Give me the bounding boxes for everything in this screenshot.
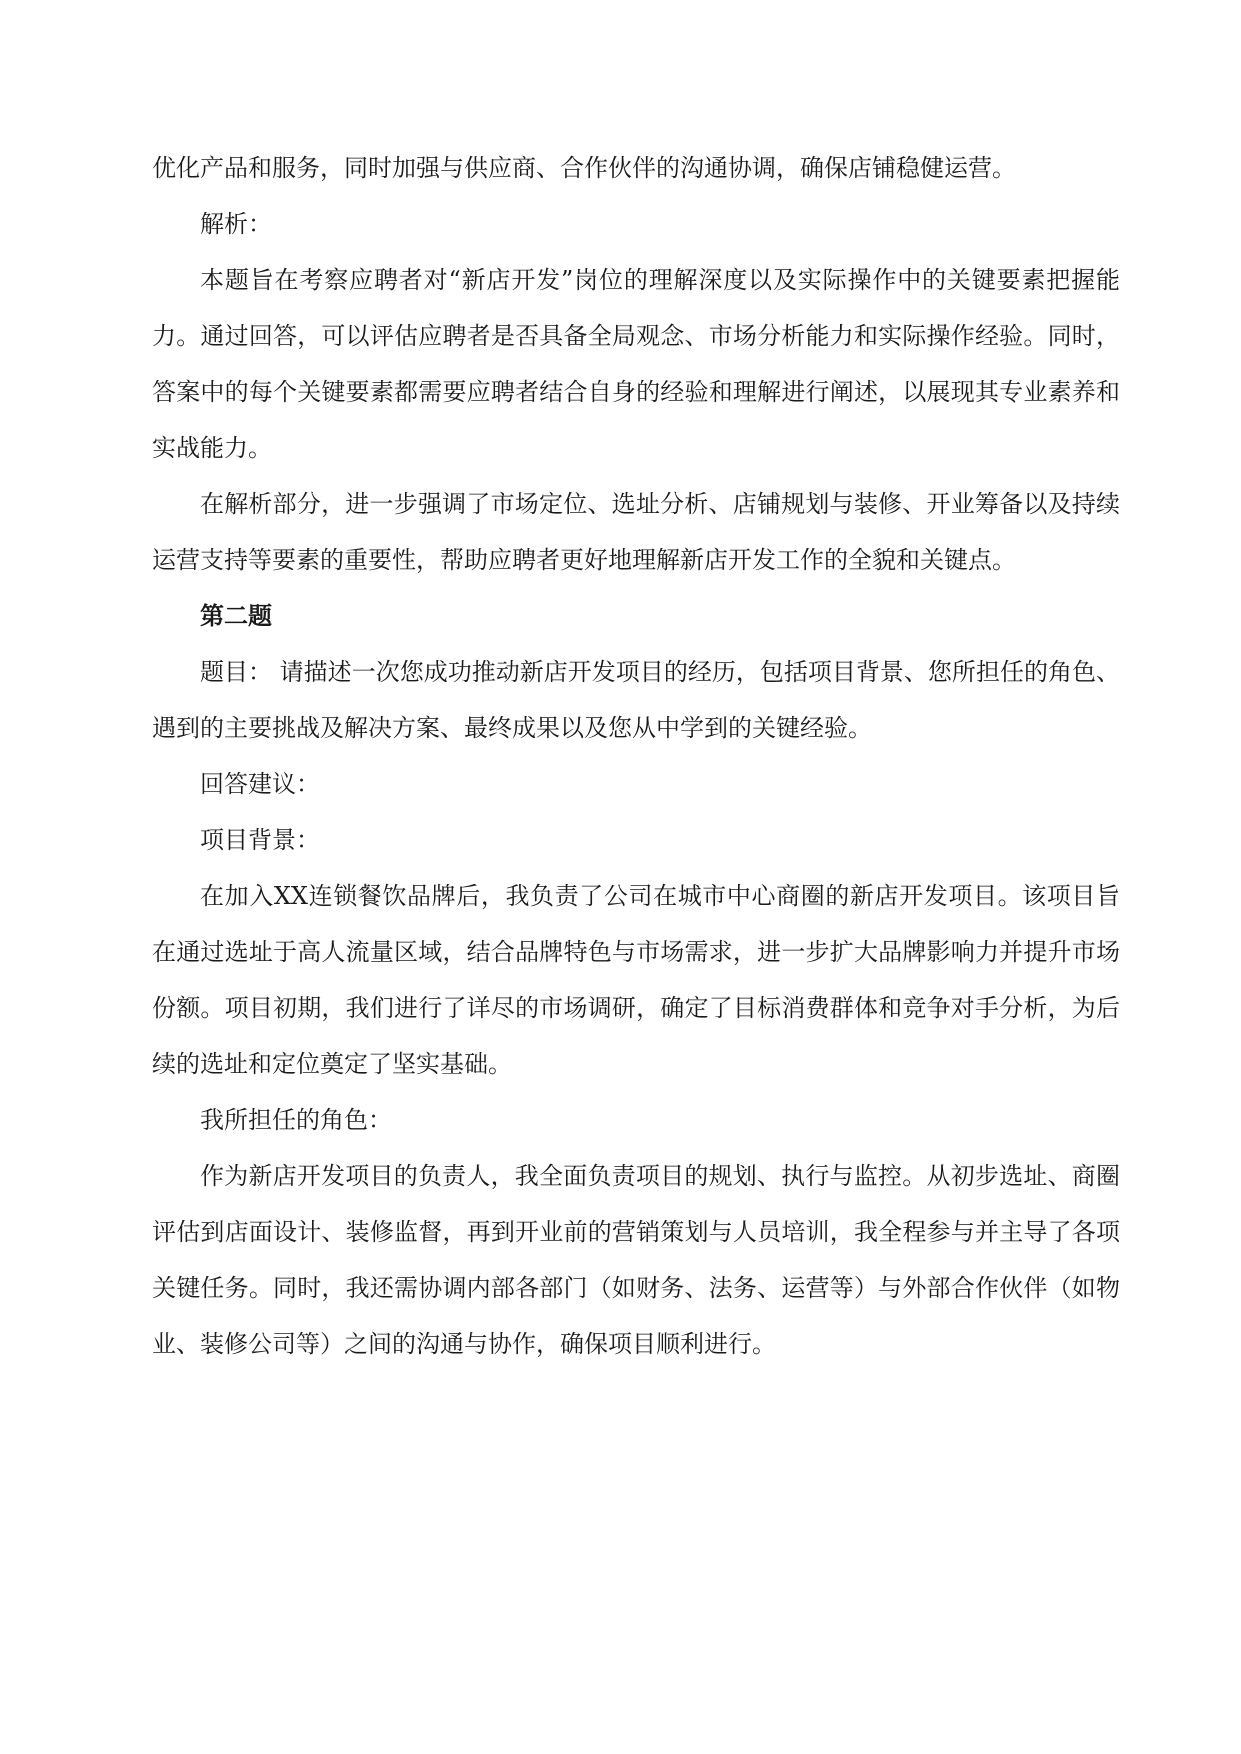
question-heading: 第二题 [200, 602, 272, 630]
analysis-label: 解析： [200, 210, 272, 238]
document-body [152, 140, 1120, 1372]
paragraph-continuation: 优化产品和服务，同时加强与供应商、合作伙伴的沟通协调，确保店铺稳健运营。 [152, 154, 1016, 182]
analysis-paragraph-2: 在解析部分，进一步强调了市场定位、选址分析、店铺规划与装修、开业筹备以及持续运营支持等要素的重要性，帮助应聘者更好地理解新店开发工作的全貌和关键点。 [152, 490, 1120, 574]
project-background-paragraph: 在加入XX连锁餐饮品牌后，我负责了公司在城市中心商圈的新店开发项目。该项目旨在通过选址于高人流量区域，结合品牌特色与市场需求，进一步扩大品牌影响力并提升市场份额。项目初期，我们进行了详尽的市场调研，确定了目标消费群体和竞争对手分析，为后续的选址和定位奠定了坚实基础。 [152, 882, 1120, 1078]
analysis-paragraph: 本题旨在考察应聘者对“新店开发”岗位的理解深度以及实际操作中的关键要素把握能力。通过回答，可以评估应聘者是否具备全局观念、市场分析能力和实际操作经验。同时，答案中的每个关键要素都需要应聘者结合自身的经验和理解进行阐述，以展现其专业素养和实战能力。 [152, 266, 1120, 462]
answer-suggestion-label: 回答建议： [200, 770, 320, 798]
question-text: 题目： 请描述一次您成功推动新店开发项目的经历，包括项目背景、您所担任的角色、遇到的主要挑战及解决方案、最终成果以及您从中学到的关键经验。 [152, 658, 1120, 742]
role-paragraph: 作为新店开发项目的负责人，我全面负责项目的规划、执行与监控。从初步选址、商圈评估到店面设计、装修监督，再到开业前的营销策划与人员培训，我全程参与并主导了各项关键任务。同时，我还需协调内部各部门（如财务、法务、运营等）与外部合作伙伴（如物业、装修公司等）之间的沟通与协作，确保项目顺利进行。 [152, 1162, 1120, 1358]
project-background-label: 项目背景： [200, 826, 320, 854]
role-label: 我所担任的角色： [200, 1106, 392, 1134]
